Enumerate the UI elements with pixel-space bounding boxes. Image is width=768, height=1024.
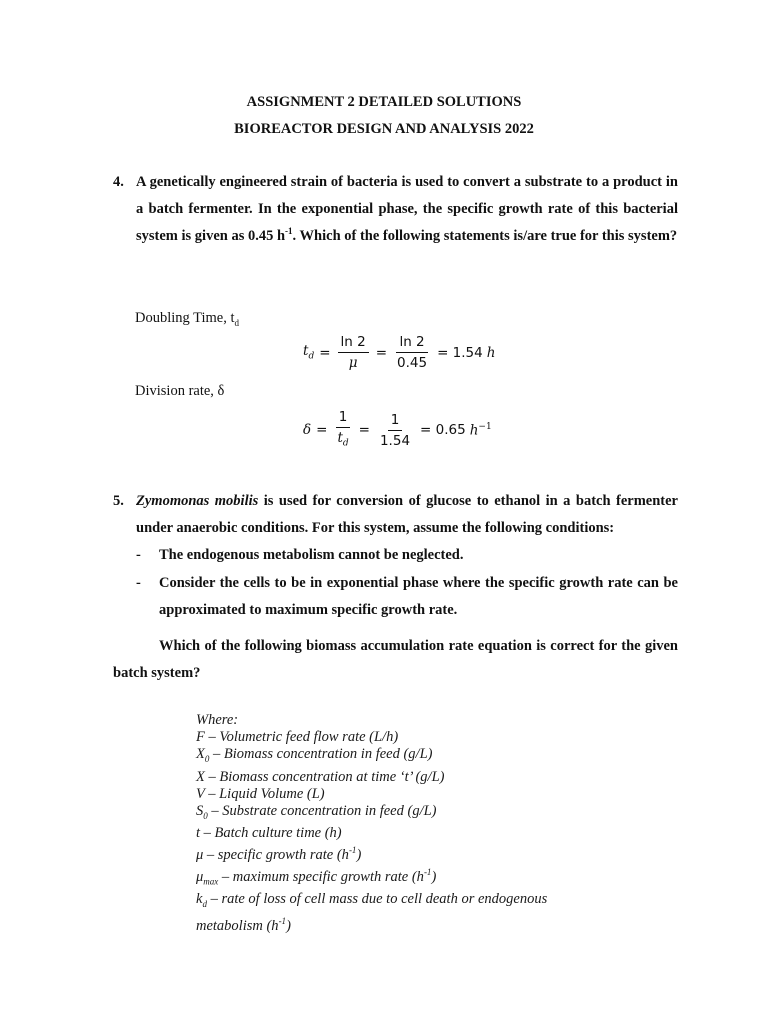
doubling-time-label: Doubling Time, $t_d$ xyxy=(135,310,240,328)
fraction-ln2-over-mu: $\frac{\ln 2}{\mu}$ xyxy=(338,334,369,371)
doubling-time-equation: $t_d$ = $\frac{\ln 2}{\mu}$ = $\frac{\ln 2}{0.45}$ = 1.54 h xyxy=(303,334,496,371)
question-5-text: Zymomonas mobilis is used for conversion of glucose to ethanol in a batch fermenter under anaerobic conditions. For this system, assume the following conditions: xyxy=(136,493,678,536)
fraction-ln2-over-045: $\frac{\ln 2}{0.45}$ xyxy=(397,334,428,371)
def-mu: μ – specific growth rate $(h^{-1})$ xyxy=(196,845,362,864)
def-kd-cont: metabolism $(h^{-1})$ xyxy=(196,916,291,935)
variable-definitions xyxy=(196,712,616,935)
question-4-number: 4. xyxy=(113,174,124,190)
doc-subtitle: BIOREACTOR DESIGN AND ANALYSIS 2022 xyxy=(234,121,534,137)
def-x0: $X_0$ – Biomass concentration in feed (g/L) xyxy=(196,746,433,765)
bullet-marker-1: - xyxy=(136,547,141,563)
def-f: F – Volumetric feed flow rate (L/h) xyxy=(196,729,399,746)
question-5-prompt: Which of the following biomass accumulation rate equation is correct for the given batch system? xyxy=(113,638,678,681)
doc-title: ASSIGNMENT 2 DETAILED SOLUTIONS xyxy=(246,94,522,110)
question-4-text: A genetically engineered strain of bacteria is used to convert a substrate to a product in a batch fermenter. In the exponential phase, the specific growth rate of this bacterial system is given as 0.45 $h^{-1}$. Which of the following statements is/are true for this system? xyxy=(136,174,678,244)
bullet-marker-2: - xyxy=(136,575,141,591)
def-mumax: $\mu_{max}$ – maximum specific growth rate $(h^{-1})$ xyxy=(196,867,437,887)
condition-bullet-2: Consider the cells to be in exponential phase where the specific growth rate can be approximated to maximum specific growth rate. xyxy=(159,575,678,618)
where-heading: Where: xyxy=(196,712,239,728)
division-rate-equation: δ = $\frac{1}{t_d}$ = $\frac{1}{1.54}$ = 0.65 $h^{-1}$ xyxy=(303,409,492,452)
def-s0: $S_0$ – Substrate concentration in feed (g/L) xyxy=(196,802,437,821)
question-5-number: 5. xyxy=(113,493,124,509)
def-x: X – Biomass concentration at time ‘t’ (g/L) xyxy=(196,768,445,785)
def-kd: $k_d$ – rate of loss of cell mass due to cell death or endogenous xyxy=(196,891,548,910)
def-t: t – Batch culture time (h) xyxy=(196,825,342,841)
def-v: V – Liquid Volume (L) xyxy=(196,785,325,802)
division-rate-label: Division rate, δ xyxy=(135,383,225,399)
fraction-1-over-td: $\frac{1}{t_d}$ xyxy=(337,409,349,449)
condition-bullet-1: The endogenous metabolism cannot be neglected. xyxy=(159,547,464,563)
fraction-1-over-154: $\frac{1}{1.54}$ xyxy=(379,411,411,449)
